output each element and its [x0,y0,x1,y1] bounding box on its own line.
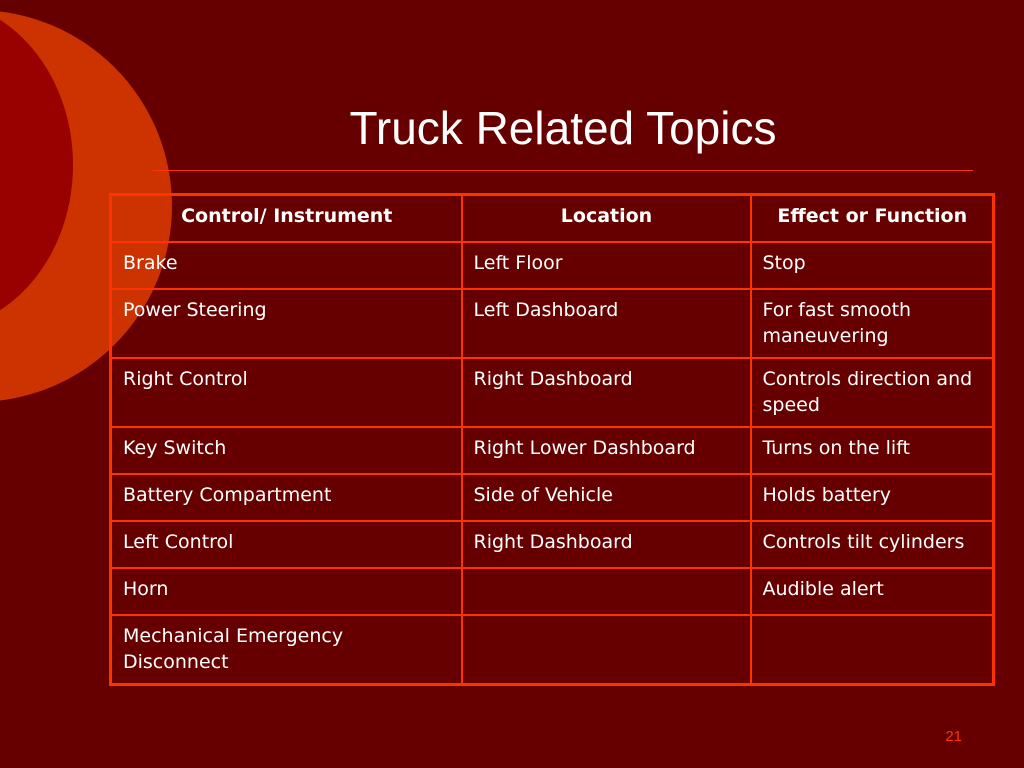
column-header-location: Location [462,195,751,243]
table-row [111,358,994,427]
cell-control: Right Control [111,358,462,427]
cell-control: Key Switch [111,427,462,474]
topics-table [109,193,995,686]
table-header-row [111,195,994,243]
cell-control: Horn [111,568,462,615]
cell-location: Left Floor [462,242,751,289]
cell-control: Brake [111,242,462,289]
cell-control: Mechanical Emergency Disconnect [111,615,462,685]
cell-control: Power Steering [111,289,462,358]
cell-location: Right Lower Dashboard [462,427,751,474]
page-number: 21 [945,728,962,745]
table-row [111,474,994,521]
table-row [111,242,994,289]
cell-location: Left Dashboard [462,289,751,358]
cell-effect: Turns on the lift [751,427,994,474]
cell-effect: Audible alert [751,568,994,615]
cell-effect [751,615,994,685]
cell-location: Side of Vehicle [462,474,751,521]
cell-effect: For fast smooth maneuvering [751,289,994,358]
slide-title: Truck Related Topics [349,102,777,154]
title-divider [153,170,973,171]
cell-effect: Stop [751,242,994,289]
cell-control: Left Control [111,521,462,568]
cell-location: Right Dashboard [462,358,751,427]
column-header-control: Control/ Instrument [111,195,462,243]
cell-location [462,615,751,685]
column-header-effect: Effect or Function [751,195,994,243]
table-row [111,521,994,568]
table-row [111,427,994,474]
cell-effect: Controls tilt cylinders [751,521,994,568]
table-row [111,615,994,685]
table-row [111,289,994,358]
cell-control: Battery Compartment [111,474,462,521]
cell-location: Right Dashboard [462,521,751,568]
cell-effect: Holds battery [751,474,994,521]
table-row [111,568,994,615]
cell-location [462,568,751,615]
cell-effect: Controls direction and speed [751,358,994,427]
